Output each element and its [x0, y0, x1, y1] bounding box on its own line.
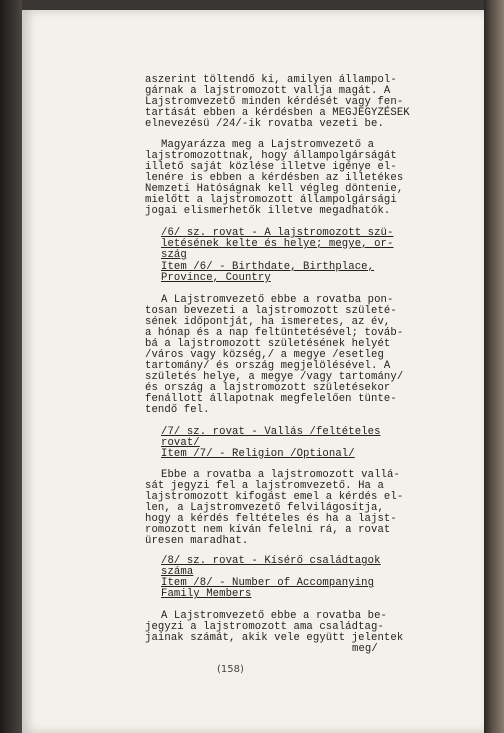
text-line: Nemzeti Hatóságnak kell végleg döntenie, — [145, 183, 404, 195]
text-line: meg/ — [352, 643, 378, 655]
section-heading-line: rovat/ — [161, 437, 200, 449]
text-line: Ebbe a rovatba a lajstromozott vallá- — [161, 469, 400, 481]
text-line: /város vagy község,/ a megye /esetleg — [145, 349, 384, 361]
text-line: sének időpontját, ha ismeretes, az év, — [145, 316, 391, 328]
book-binding — [0, 0, 22, 733]
text-line: A Lajstromvezető ebbe a rovatba pon- — [161, 294, 394, 306]
section-heading-line: Province, Country — [161, 272, 271, 284]
text-line: lenére is ebben a kérdésben az illetékes — [145, 172, 404, 184]
text-line: jainak számát, akik vele együtt jelentek — [145, 632, 404, 644]
text-line: jegyzi a lajstromozott ama családtag- — [145, 621, 384, 633]
text-line: tartását ebben a kérdésben a MEGJEGYZÉSEK — [145, 107, 410, 119]
text-line: mielőtt a lajstromozott állampolgársági — [145, 194, 397, 206]
document-page — [22, 10, 484, 733]
text-line: születés helye, a megye /vagy tartomány/ — [145, 371, 404, 383]
section-heading-line: /7/ sz. rovat - Vallás /feltételes — [161, 426, 381, 438]
section-heading-line: Item /8/ - Number of Accompanying — [161, 577, 375, 589]
text-line: és ország a lajstromozott születésekor — [145, 382, 391, 394]
text-line: aszerint töltendő ki, amilyen állampol- — [145, 74, 397, 86]
text-line: gárnak a lajstromozott vallja magát. A — [145, 85, 391, 97]
text-line: a hónap és a nap feltüntetésével; továb- — [145, 327, 404, 339]
section-heading-line: szág — [161, 249, 187, 261]
text-line: fenállott állapotnak megfelelően tünte- — [145, 393, 397, 405]
text-line: illető saját közlése illetve igénye el- — [145, 161, 397, 173]
text-line: Lajstromvezető minden kérdését vagy fen- — [145, 96, 404, 108]
text-line: lajstromozott kifogást emel a kérdés el- — [145, 491, 404, 503]
text-line: A Lajstromvezető ebbe a rovatba be- — [161, 610, 388, 622]
text-line: jogai elismerhetők illetve megadhatók. — [145, 205, 391, 217]
text-line: romozott nem kíván felelni rá, a rovat — [145, 524, 391, 536]
text-line: len, a Lajstromvezető felvilágosítja, — [145, 502, 384, 514]
section-heading-line: Family Members — [161, 588, 252, 600]
page-text — [22, 10, 484, 733]
book-edge — [484, 0, 504, 733]
section-heading-line: letésének kelte és helye; megye, or- — [161, 238, 394, 250]
text-line: sát jegyzi fel a lajstromvezető. Ha a — [145, 480, 384, 492]
text-line: tendő fel. — [145, 404, 210, 416]
section-heading-line: száma — [161, 566, 194, 578]
text-line: lajstromozottnak, hogy állampolgárságát — [145, 150, 397, 162]
text-line: üresen maradhat. — [145, 535, 249, 547]
text-line: tartomány/ és ország megjelölésével. A — [145, 360, 391, 372]
text-line: tosan bevezeti a lajstromozott születé- — [145, 305, 397, 317]
page-number: (158) — [217, 664, 244, 675]
section-heading-line: Item /7/ - Religion /Optional/ — [161, 448, 355, 460]
section-heading-line: Item /6/ - Birthdate, Birthplace, — [161, 261, 375, 273]
text-line: hogy a kérdés feltételes és ha a lajst- — [145, 513, 397, 525]
section-heading-line: /8/ sz. rovat - Kísérő családtagok — [161, 555, 381, 567]
section-heading-line: /6/ sz. rovat - A lajstromozott szü- — [161, 227, 394, 239]
text-line: bá a lajstromozott születésének helyét — [145, 338, 391, 350]
text-line: Magyarázza meg a Lajstromvezető a — [161, 139, 375, 151]
text-line: elnevezésü /24/-ik rovatba vezeti be. — [145, 118, 384, 130]
